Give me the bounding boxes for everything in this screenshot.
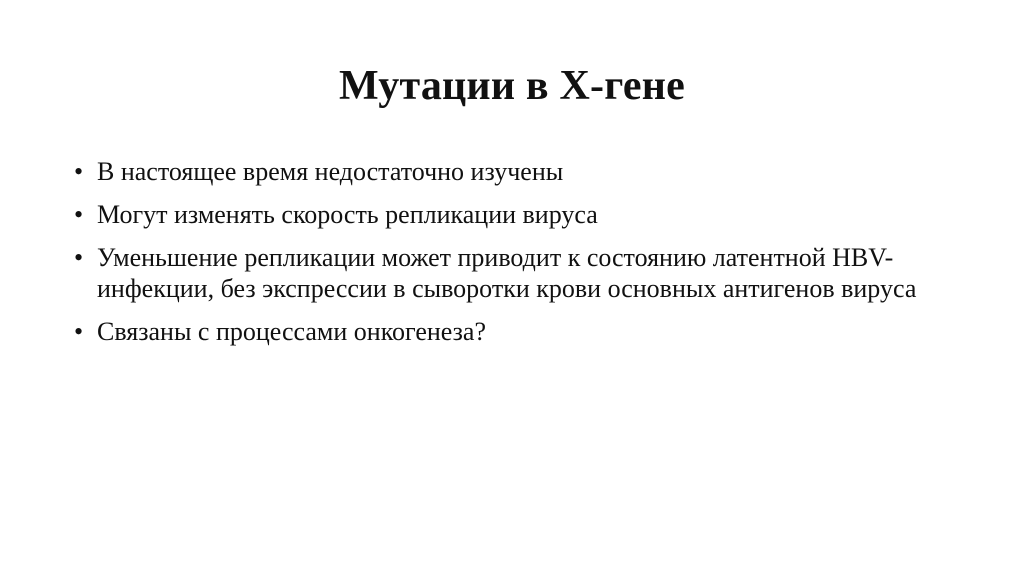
bullet-text: Могут изменять скорость репликации вируса bbox=[97, 200, 598, 229]
list-item bbox=[74, 242, 974, 304]
bullet-list bbox=[74, 156, 974, 359]
bullet-icon: • bbox=[74, 157, 84, 186]
bullet-text: Уменьшение репликации может приводит к состоянию латентной HBV-инфекции, без экспрессии в сыворотки крови основных антигенов вируса bbox=[97, 243, 917, 303]
bullet-icon: • bbox=[74, 317, 84, 346]
slide-title: Мутации в Х-гене bbox=[338, 63, 686, 109]
list-item bbox=[74, 199, 974, 230]
list-item bbox=[74, 156, 974, 187]
bullet-icon: • bbox=[74, 200, 84, 229]
bullet-text: Связаны с процессами онкогенеза? bbox=[97, 317, 486, 346]
list-item bbox=[74, 316, 974, 347]
bullet-text: В настоящее время недостаточно изучены bbox=[97, 157, 564, 186]
bullet-icon: • bbox=[74, 243, 84, 272]
